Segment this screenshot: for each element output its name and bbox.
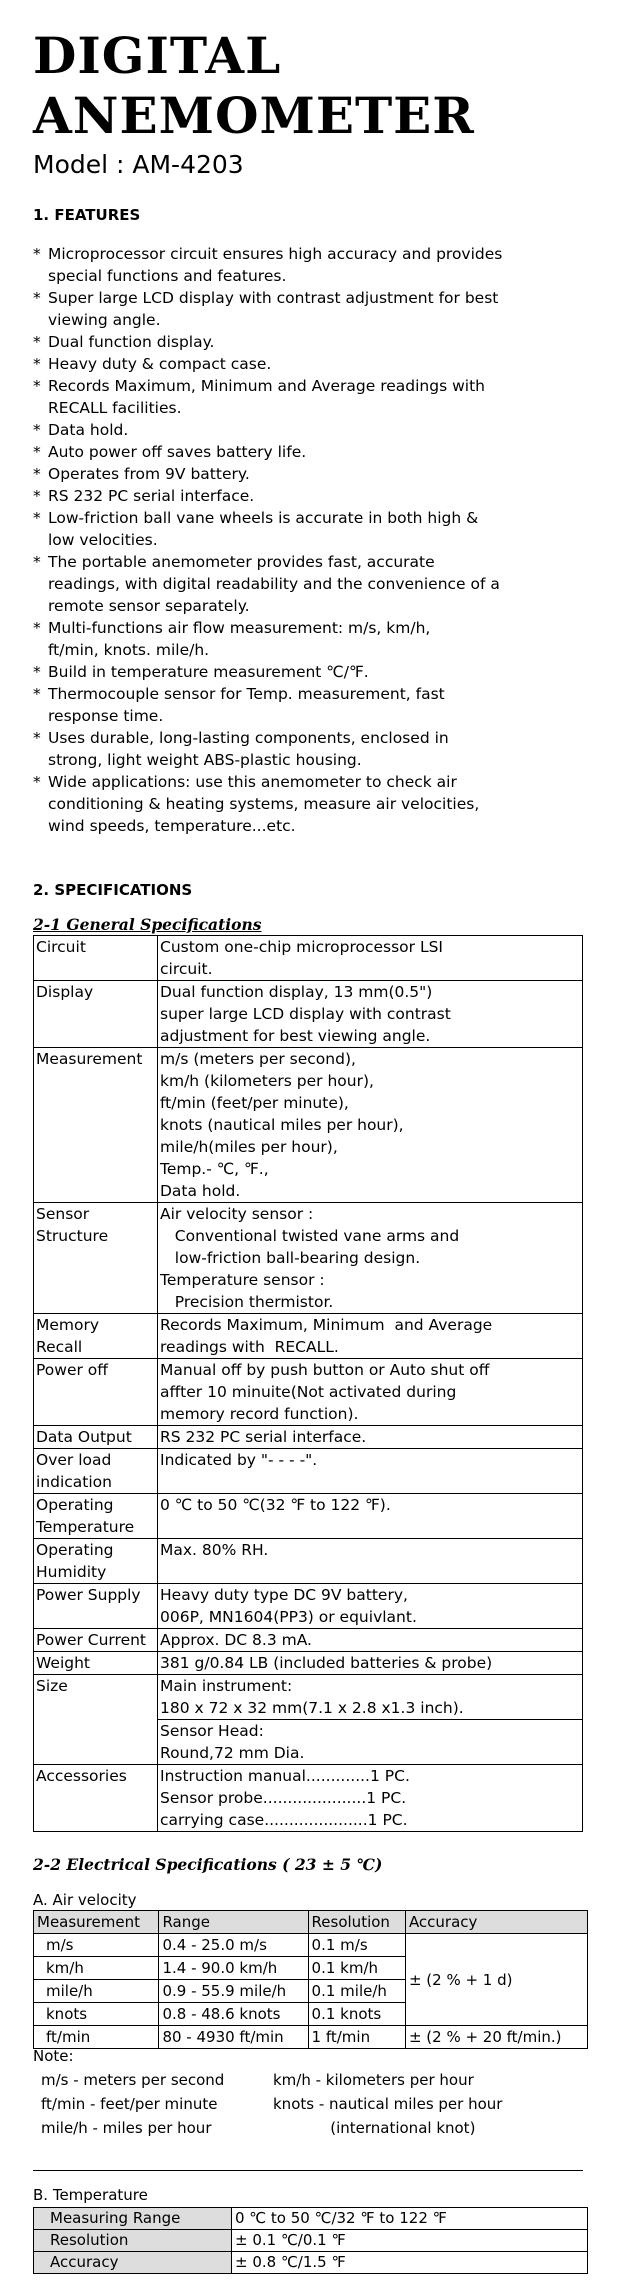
cell-line: Power Supply bbox=[36, 1586, 141, 1604]
cell-line: Data Output bbox=[36, 1428, 132, 1446]
cell-line: Power off bbox=[36, 1361, 108, 1379]
feature-line: Thermocouple sensor for Temp. measurement, fast bbox=[48, 685, 445, 703]
table-row bbox=[34, 1494, 583, 1539]
cell-line: Sensor Head: bbox=[160, 1722, 264, 1740]
note-left: ft/min - feet/per minute bbox=[41, 2095, 218, 2113]
table-row bbox=[34, 936, 583, 981]
header-accuracy: Accuracy bbox=[405, 1911, 587, 1934]
cell-line: Custom one-chip microprocessor LSI bbox=[160, 938, 443, 956]
cell-line: Over load bbox=[36, 1451, 112, 1469]
spec-value bbox=[158, 1720, 583, 1765]
feature-item bbox=[33, 771, 563, 837]
spec-value bbox=[158, 1426, 583, 1449]
spec-value bbox=[158, 1494, 583, 1539]
cell-line: Operating bbox=[36, 1496, 114, 1514]
spec-value bbox=[158, 1203, 583, 1314]
temp-value: 0 ℃ to 50 ℃/32 ℉ to 122 ℉ bbox=[232, 2208, 588, 2230]
cell-line: Memory bbox=[36, 1316, 100, 1334]
cell-line: Sensor probe.....................1 PC. bbox=[160, 1789, 407, 1807]
feature-line: Data hold. bbox=[48, 421, 129, 439]
cell-line: km/h (kilometers per hour), bbox=[160, 1072, 374, 1090]
feature-line: Multi-functions air flow measurement: m/s, km/h, bbox=[48, 619, 431, 637]
accuracy-cell: ± (2 % + 20 ft/min.) bbox=[405, 2026, 587, 2049]
cell-line: Temperature sensor : bbox=[160, 1271, 325, 1289]
cell-line: RS 232 PC serial interface. bbox=[160, 1428, 367, 1446]
spec-key: Accessories bbox=[34, 1765, 158, 1832]
table-row bbox=[34, 2208, 588, 2230]
cell-line: Max. 80% RH. bbox=[160, 1541, 269, 1559]
feature-line: Microprocessor circuit ensures high accuracy and provides bbox=[48, 245, 503, 263]
note-left: mile/h - miles per hour bbox=[41, 2119, 212, 2137]
bullet-icon: * bbox=[33, 619, 41, 637]
cell-line: Manual off by push button or Auto shut off bbox=[160, 1361, 490, 1379]
feature-line: Build in temperature measurement ℃/℉. bbox=[48, 663, 369, 681]
spec-key bbox=[34, 1629, 158, 1652]
spec-key bbox=[34, 1539, 158, 1584]
feature-line: Heavy duty & compact case. bbox=[48, 355, 272, 373]
cell-line: Circuit bbox=[36, 938, 86, 956]
resolution-cell: 1 ft/min bbox=[308, 2026, 405, 2049]
table-row bbox=[34, 1652, 583, 1675]
cell-line: Precision thermistor. bbox=[160, 1293, 334, 1311]
bullet-icon: * bbox=[33, 245, 41, 263]
note-right: km/h - kilometers per hour bbox=[273, 2071, 474, 2089]
spec-key bbox=[34, 981, 158, 1048]
spec-value bbox=[158, 1675, 583, 1720]
specifications-heading: 2. SPECIFICATIONS bbox=[33, 881, 193, 899]
cell-line: 006P, MN1604(PP3) or equivlant. bbox=[160, 1608, 417, 1626]
note-right: knots - nautical miles per hour bbox=[273, 2095, 503, 2113]
range-cell: 0.4 - 25.0 m/s bbox=[159, 1934, 308, 1957]
cell-line: Operating bbox=[36, 1541, 114, 1559]
cell-line: Temp.- ℃, ℉., bbox=[160, 1160, 269, 1178]
feature-item bbox=[33, 507, 563, 551]
spec-key bbox=[34, 1359, 158, 1426]
feature-line: The portable anemometer provides fast, accurate bbox=[48, 553, 435, 571]
temp-key: Resolution bbox=[34, 2230, 232, 2252]
unit-cell: ft/min bbox=[34, 2026, 159, 2049]
table-row bbox=[34, 1359, 583, 1426]
cell-line: Air velocity sensor : bbox=[160, 1205, 314, 1223]
feature-item bbox=[33, 353, 563, 375]
spec-key bbox=[34, 1449, 158, 1494]
cell-line: 0 ℃ to 50 ℃(32 ℉ to 122 ℉). bbox=[160, 1496, 391, 1514]
feature-line: response time. bbox=[48, 707, 164, 725]
feature-line: Dual function display. bbox=[48, 333, 215, 351]
unit-cell: knots bbox=[34, 2003, 159, 2026]
temperature-table bbox=[33, 2207, 588, 2274]
feature-line: special functions and features. bbox=[48, 267, 287, 285]
range-cell: 0.9 - 55.9 mile/h bbox=[159, 1980, 308, 2003]
note-right: (international knot) bbox=[273, 2119, 476, 2137]
table-row bbox=[34, 1426, 583, 1449]
feature-line: viewing angle. bbox=[48, 311, 161, 329]
title-line-2: ANEMOMETER bbox=[33, 86, 475, 145]
cell-line: Instruction manual.............1 PC. bbox=[160, 1767, 410, 1785]
cell-line: Structure bbox=[36, 1227, 109, 1245]
feature-line: low velocities. bbox=[48, 531, 158, 549]
table-row bbox=[34, 1934, 588, 1957]
temp-value: ± 0.8 ℃/1.5 ℉ bbox=[232, 2252, 588, 2274]
spec-key bbox=[34, 1314, 158, 1359]
air-velocity-label: A. Air velocity bbox=[33, 1891, 137, 1909]
features-heading: 1. FEATURES bbox=[33, 206, 141, 224]
spec-value bbox=[158, 1584, 583, 1629]
cell-line: Records Maximum, Minimum and Average bbox=[160, 1316, 493, 1334]
units-note bbox=[33, 2044, 573, 2140]
feature-item bbox=[33, 419, 563, 441]
cell-line: Approx. DC 8.3 mA. bbox=[160, 1631, 312, 1649]
spec-value bbox=[158, 1652, 583, 1675]
feature-item bbox=[33, 661, 563, 683]
temp-key: Accuracy bbox=[34, 2252, 232, 2274]
cell-line: 381 g/0.84 LB (included batteries & probe) bbox=[160, 1654, 493, 1672]
spec-key bbox=[34, 1494, 158, 1539]
feature-line: Auto power off saves battery life. bbox=[48, 443, 307, 461]
feature-line: Wide applications: use this anemometer to check air bbox=[48, 773, 457, 791]
bullet-icon: * bbox=[33, 421, 41, 439]
feature-line: Uses durable, long-lasting components, enclosed in bbox=[48, 729, 449, 747]
temp-value: ± 0.1 ℃/0.1 ℉ bbox=[232, 2230, 588, 2252]
cell-line: Measurement bbox=[36, 1050, 143, 1068]
cell-line: Temperature bbox=[36, 1518, 135, 1536]
feature-line: RS 232 PC serial interface. bbox=[48, 487, 255, 505]
feature-line: Low-friction ball vane wheels is accurate in both high & bbox=[48, 509, 479, 527]
table-row bbox=[34, 2230, 588, 2252]
cell-line: Power Current bbox=[36, 1631, 147, 1649]
feature-line: Super large LCD display with contrast adjustment for best bbox=[48, 289, 499, 307]
table-row bbox=[34, 981, 583, 1048]
feature-item bbox=[33, 441, 563, 463]
feature-item bbox=[33, 485, 563, 507]
model-number: Model : AM-4203 bbox=[33, 150, 244, 179]
temperature-label: B. Temperature bbox=[33, 2186, 148, 2204]
feature-item bbox=[33, 683, 563, 727]
range-cell: 80 - 4930 ft/min bbox=[159, 2026, 308, 2049]
cell-line: ft/min (feet/per minute), bbox=[160, 1094, 349, 1112]
feature-item bbox=[33, 375, 563, 419]
bullet-icon: * bbox=[33, 729, 41, 747]
feature-item bbox=[33, 727, 563, 771]
feature-line: conditioning & heating systems, measure air velocities, bbox=[48, 795, 480, 813]
header-resolution: Resolution bbox=[308, 1911, 405, 1934]
cell-line: mile/h(miles per hour), bbox=[160, 1138, 338, 1156]
unit-cell: mile/h bbox=[34, 1980, 159, 2003]
cell-line: readings with RECALL. bbox=[160, 1338, 339, 1356]
cell-line: Sensor bbox=[36, 1205, 90, 1223]
table-row bbox=[34, 1203, 583, 1314]
temp-key: Measuring Range bbox=[34, 2208, 232, 2230]
spec-value bbox=[158, 1539, 583, 1584]
feature-line: readings, with digital readability and the convenience of a bbox=[48, 575, 500, 593]
table-row bbox=[34, 1629, 583, 1652]
title-line-1: DIGITAL bbox=[33, 26, 282, 85]
general-spec-table bbox=[33, 935, 583, 1832]
feature-line: Records Maximum, Minimum and Average readings with bbox=[48, 377, 485, 395]
table-row bbox=[34, 1675, 583, 1720]
table-row bbox=[34, 1048, 583, 1203]
note-left: m/s - meters per second bbox=[41, 2071, 225, 2089]
cell-line: indication bbox=[36, 1473, 112, 1491]
cell-line: carrying case.....................1 PC. bbox=[160, 1811, 408, 1829]
feature-item bbox=[33, 287, 563, 331]
bullet-icon: * bbox=[33, 333, 41, 351]
bullet-icon: * bbox=[33, 553, 41, 571]
cell-line: adjustment for best viewing angle. bbox=[160, 1027, 431, 1045]
cell-line: Display bbox=[36, 983, 94, 1001]
table-row bbox=[34, 1539, 583, 1584]
resolution-cell: 0.1 km/h bbox=[308, 1957, 405, 1980]
spec-value bbox=[158, 1765, 583, 1832]
feature-line: ft/min, knots. mile/h. bbox=[48, 641, 210, 659]
cell-line: Dual function display, 13 mm(0.5") bbox=[160, 983, 433, 1001]
note-label: Note: bbox=[33, 2047, 74, 2065]
cell-line: affter 10 minuite(Not activated during bbox=[160, 1383, 457, 1401]
features-list bbox=[33, 243, 563, 837]
spec-value bbox=[158, 1359, 583, 1426]
bullet-icon: * bbox=[33, 443, 41, 461]
feature-item bbox=[33, 617, 563, 661]
spec-key: Size bbox=[34, 1675, 158, 1765]
resolution-cell: 0.1 knots bbox=[308, 2003, 405, 2026]
bullet-icon: * bbox=[33, 289, 41, 307]
bullet-icon: * bbox=[33, 487, 41, 505]
table-row bbox=[34, 1449, 583, 1494]
feature-line: strong, light weight ABS-plastic housing. bbox=[48, 751, 362, 769]
cell-line: circuit. bbox=[160, 960, 213, 978]
spec-key bbox=[34, 1048, 158, 1203]
cell-line: Conventional twisted vane arms and bbox=[160, 1227, 460, 1245]
cell-line: memory record function). bbox=[160, 1405, 359, 1423]
cell-line: low-friction ball-bearing design. bbox=[160, 1249, 421, 1267]
bullet-icon: * bbox=[33, 465, 41, 483]
cell-line: Data hold. bbox=[160, 1182, 241, 1200]
cell-line: Heavy duty type DC 9V battery, bbox=[160, 1586, 408, 1604]
table-row bbox=[34, 1314, 583, 1359]
unit-cell: km/h bbox=[34, 1957, 159, 1980]
divider bbox=[33, 2170, 583, 2171]
range-cell: 0.8 - 48.6 knots bbox=[159, 2003, 308, 2026]
spec-value bbox=[158, 981, 583, 1048]
feature-line: Operates from 9V battery. bbox=[48, 465, 250, 483]
feature-item bbox=[33, 463, 563, 485]
cell-line: m/s (meters per second), bbox=[160, 1050, 356, 1068]
spec-value bbox=[158, 1314, 583, 1359]
spec-key bbox=[34, 1652, 158, 1675]
bullet-icon: * bbox=[33, 509, 41, 527]
spec-value bbox=[158, 1048, 583, 1203]
bullet-icon: * bbox=[33, 773, 41, 791]
spec-key bbox=[34, 1584, 158, 1629]
table-row bbox=[34, 1584, 583, 1629]
cell-line: knots (nautical miles per hour), bbox=[160, 1116, 404, 1134]
resolution-cell: 0.1 mile/h bbox=[308, 1980, 405, 2003]
feature-line: wind speeds, temperature...etc. bbox=[48, 817, 296, 835]
feature-line: RECALL facilities. bbox=[48, 399, 182, 417]
cell-line: super large LCD display with contrast bbox=[160, 1005, 451, 1023]
cell-line: 180 x 72 x 32 mm(7.1 x 2.8 x1.3 inch). bbox=[160, 1699, 464, 1717]
range-cell: 1.4 - 90.0 km/h bbox=[159, 1957, 308, 1980]
header-measurement: Measurement bbox=[34, 1911, 159, 1934]
accuracy-cell: ± (2 % + 1 d) bbox=[405, 1934, 587, 2026]
cell-line: Recall bbox=[36, 1338, 83, 1356]
feature-item bbox=[33, 243, 563, 287]
bullet-icon: * bbox=[33, 663, 41, 681]
table-row bbox=[34, 1765, 583, 1832]
table-row bbox=[34, 2252, 588, 2274]
unit-cell: m/s bbox=[34, 1934, 159, 1957]
spec-value bbox=[158, 1449, 583, 1494]
bullet-icon: * bbox=[33, 355, 41, 373]
cell-line: Main instrument: bbox=[160, 1677, 293, 1695]
bullet-icon: * bbox=[33, 685, 41, 703]
resolution-cell: 0.1 m/s bbox=[308, 1934, 405, 1957]
general-spec-title: 2-1 General Specifications bbox=[33, 915, 262, 934]
cell-line: Humidity bbox=[36, 1563, 107, 1581]
spec-key bbox=[34, 1203, 158, 1314]
cell-line: Round,72 mm Dia. bbox=[160, 1744, 305, 1762]
spec-value bbox=[158, 936, 583, 981]
feature-item bbox=[33, 331, 563, 353]
spec-value bbox=[158, 1629, 583, 1652]
header-range: Range bbox=[159, 1911, 308, 1934]
cell-line: Weight bbox=[36, 1654, 91, 1672]
bullet-icon: * bbox=[33, 377, 41, 395]
air-velocity-table bbox=[33, 1910, 588, 2049]
spec-key bbox=[34, 936, 158, 981]
cell-line: Indicated by "- - - -". bbox=[160, 1451, 318, 1469]
spec-key bbox=[34, 1426, 158, 1449]
electrical-spec-title: 2-2 Electrical Specifications ( 23 ± 5 ℃) bbox=[33, 1855, 383, 1874]
feature-line: remote sensor separately. bbox=[48, 597, 250, 615]
feature-item bbox=[33, 551, 563, 617]
